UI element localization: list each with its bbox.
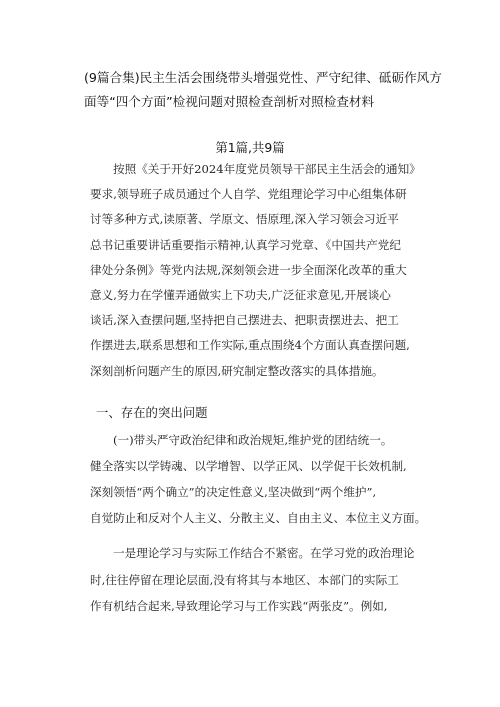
paragraph-line: 自觉防止和反对个人主义、分散主义、自由主义、本位主义方面。	[90, 511, 427, 525]
paragraph-subsection-1	[90, 427, 438, 531]
title-line-1: (9篇合集)民主生活会围绕带头增强党性、严守纪律、砥砺作风方	[84, 70, 442, 85]
paragraph-line: 要求,领导班子成员通过个人自学、党组理论学习中心组集体研	[90, 187, 407, 202]
document-subtitle: 第1篇,共9篇	[215, 140, 285, 155]
paragraph-line: 意义,努力在学懂弄通做实上下功夫,广泛征求意见,开展谈心	[90, 288, 391, 303]
paragraph-line: 深刻剖析问题产生的原因,研究制定整改落实的具体措施。	[90, 363, 384, 378]
paragraph-intro	[90, 157, 438, 384]
paragraph-line: 律处分条例》等党内法规,深刻领会进一步全面深化改革的重大	[90, 262, 407, 277]
paragraph-line: 时,往往停留在理论层面,没有将其与本地区、本部门的实际工	[90, 572, 399, 587]
paragraph-line: 一是理论学习与实际工作结合不紧密。在学习党的政治理论	[113, 546, 415, 560]
paragraph-line: 健全落实以学铸魂、以学增智、以学正风、以学促干长效机制,	[90, 459, 407, 473]
paragraph-line: 讨等多种方式,读原著、学原文、悟原理,深入学习领会习近平	[90, 212, 399, 227]
paragraph-line: 谈话,深入查摆问题,坚持把自己摆进去、把职责摆进去、把工	[90, 313, 399, 328]
section-heading: 一、存在的突出问题	[96, 405, 208, 420]
paragraph-line: 作摆进去,联系思想和工作实际,重点围绕4个方面认真查摆问题,	[90, 338, 410, 353]
paragraph-line: 按照《关于开好2024年度党员领导干部民主生活会的通知》	[113, 162, 421, 176]
document-title	[84, 66, 442, 114]
paragraph-line: 深刻领悟“两个确立”的决定性意义,坚决做到“两个维护”,	[90, 485, 377, 499]
title-line-2: 面等“四个方面”检视问题对照检查剖析对照检查材料	[84, 94, 375, 109]
paragraph-line: 总书记重要讲话重要指示精神,认真学习党章、《中国共产党纪	[90, 237, 401, 252]
paragraph-line: (一)带头严守政治纪律和政治规矩,维护党的团结统一。	[113, 433, 393, 447]
paragraph-line: 作有机结合起来,导致理论学习与工作实践“两张皮”。例如,	[90, 599, 388, 613]
paragraph-issue-1	[90, 540, 438, 620]
